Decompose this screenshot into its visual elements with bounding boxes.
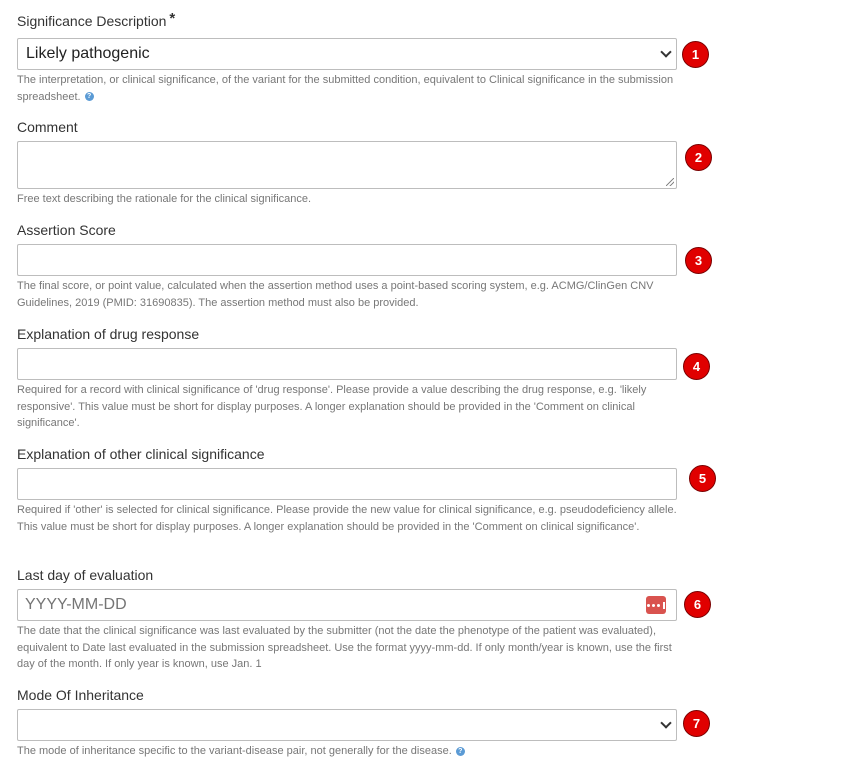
last-evaluation-label: Last day of evaluation bbox=[17, 567, 154, 583]
annotation-badge: 1 bbox=[682, 41, 709, 68]
other-significance-label: Explanation of other clinical significance bbox=[17, 446, 265, 462]
other-significance-input[interactable] bbox=[17, 468, 677, 500]
assertion-score-field bbox=[17, 222, 717, 309]
annotation-badge: 4 bbox=[683, 353, 710, 380]
last-evaluation-help: The date that the clinical significance was last evaluated by the submitter (not the date the phenotype of the patient was evaluated), equivalent to Date last evaluated in the submission spreadsheet. Use the format yyyy-mm-dd. If only month/year is known, use the first day of the month. If only year is known, use Jan. 1 bbox=[17, 625, 672, 670]
annotation-badge: 7 bbox=[683, 710, 710, 737]
date-placeholder: YYYY-MM-DD bbox=[25, 596, 127, 613]
required-mark: * bbox=[169, 10, 176, 27]
assertion-score-help: The final score, or point value, calculated when the assertion method uses a point-based scoring system, e.g. ACMG/ClinGen CNV Guidelines, 2019 (PMID: 31690835). The assertion method must also be provided. bbox=[17, 280, 654, 309]
drug-response-input[interactable] bbox=[17, 348, 677, 380]
significance-description-help: The interpretation, or clinical significance, of the variant for the submitted condition, equivalent to Clinical significance in the submission spreadsheet. ? bbox=[17, 74, 674, 103]
annotation-badge: 6 bbox=[684, 591, 711, 618]
other-significance-help: Required if 'other' is selected for clinical significance. Please provide the new value for clinical significance, e.g. pseudodeficiency allele. This value must be short for display purposes. A longer explanation should be provided in the 'Comment on clinical significance'. bbox=[17, 504, 677, 533]
significance-description-label: Significance Description * bbox=[17, 10, 176, 29]
assertion-score-input[interactable] bbox=[17, 244, 677, 276]
significance-description-field bbox=[17, 10, 717, 103]
mode-of-inheritance-help: The mode of inheritance specific to the variant-disease pair, not generally for the disease. ? bbox=[17, 743, 677, 760]
chevron-down-icon[interactable] bbox=[660, 717, 671, 728]
mode-of-inheritance-select[interactable] bbox=[17, 709, 677, 741]
other-significance-field bbox=[17, 446, 717, 533]
resize-grip-icon[interactable] bbox=[666, 178, 674, 186]
annotation-badge: 2 bbox=[685, 144, 712, 171]
question-circle-icon[interactable]: ? bbox=[456, 747, 465, 756]
comment-help: Free text describing the rationale for the clinical significance. bbox=[17, 193, 312, 205]
assertion-score-label: Assertion Score bbox=[17, 222, 116, 238]
annotation-badge: 3 bbox=[685, 247, 712, 274]
mode-of-inheritance-label: Mode Of Inheritance bbox=[17, 687, 144, 703]
mode-of-inheritance-field bbox=[17, 687, 717, 757]
last-evaluation-field bbox=[17, 567, 717, 670]
comment-label: Comment bbox=[17, 119, 78, 135]
comment-textarea[interactable] bbox=[17, 141, 677, 189]
significance-description-select[interactable] bbox=[17, 38, 677, 70]
annotation-badge: 5 bbox=[689, 465, 716, 492]
drug-response-help: Required for a record with clinical significance of 'drug response'. Please provide a value describing the drug response, e.g. 'likely responsive'. This value must be short for display purposes. A longer explanation should be provided in the 'Comment on clinical significance'. bbox=[17, 384, 647, 429]
chevron-down-icon[interactable] bbox=[660, 46, 671, 57]
last-evaluation-date-input[interactable] bbox=[17, 589, 677, 621]
comment-field bbox=[17, 119, 717, 205]
drug-response-label: Explanation of drug response bbox=[17, 326, 200, 342]
selected-value: Likely pathogenic bbox=[26, 45, 150, 62]
calendar-icon[interactable] bbox=[646, 596, 666, 614]
question-circle-icon[interactable]: ? bbox=[85, 92, 94, 101]
drug-response-field bbox=[17, 326, 717, 429]
